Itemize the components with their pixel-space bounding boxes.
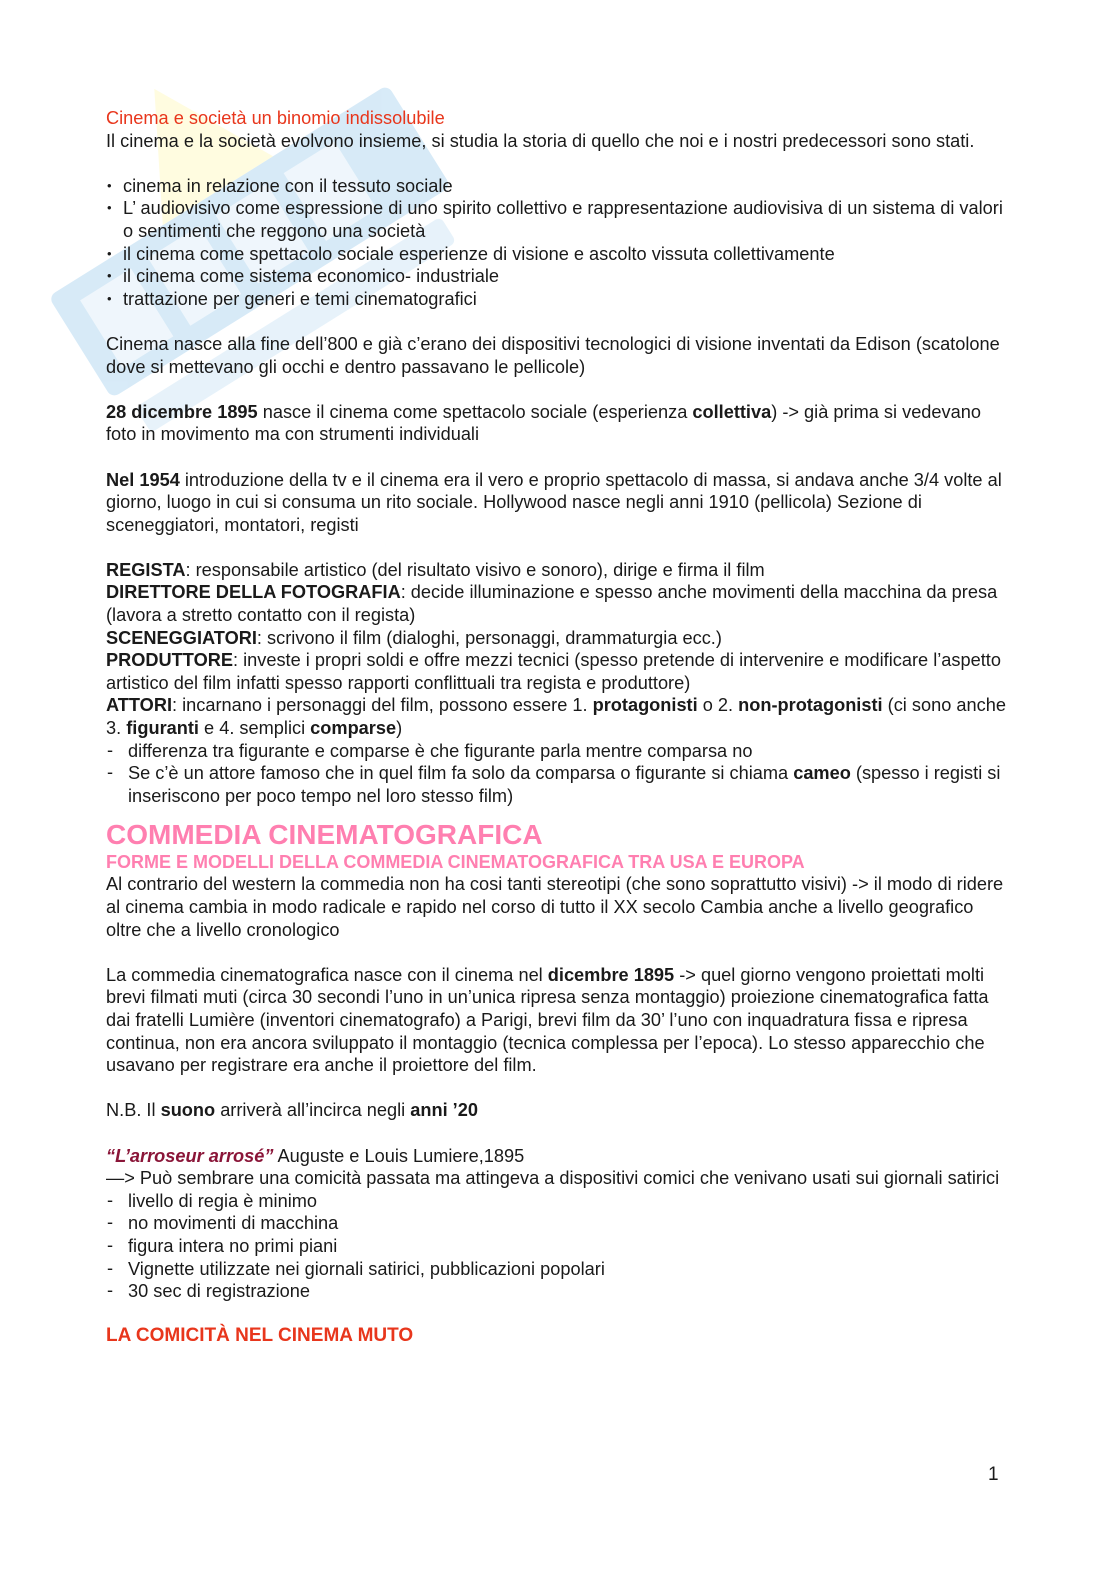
section-title: COMMEDIA CINEMATOGRAFICA [106,819,543,851]
text-run: N.B. Il [106,1100,161,1121]
keyword-bold: suono [160,1100,216,1121]
commedia-paragraph-2 [106,964,1006,1077]
list-item: • L’ audiovisivo come espressione di uno spirito collettivo e rappresentazione audiovisiva di un sistema di valori o sentimenti che reggono una società [106,197,1006,242]
list-item: • cinema in relazione con il tessuto sociale [106,175,1006,198]
role-sceneggiatori [106,627,1006,650]
role-name: SCENEGGIATORI [106,627,257,648]
date-bold: Nel 1954 [106,469,180,490]
section-heading-muto: LA COMICITÀ NEL CINEMA MUTO [106,1325,414,1347]
text-run: : incarnano i personaggi del film, possono essere 1. [172,695,593,716]
text-run: introduzione della tv e il cinema era il vero e proprio spettacolo di massa, si andava anche 3/4 volte al giorno, luogo in cui si consuma un rito sociale. Hollywood nasce negli anni 1910 (pellicola) Sezione di sceneggiatori, montatori, registi [106,469,1002,535]
text-run: Se c’è un attore famoso che in quel film fa solo da comparsa o figurante si chiama [128,763,794,784]
role-description: : responsabile artistico (del risultato visivo e sonoro), dirige e firma il film [185,559,765,580]
list-item [106,762,1006,807]
list-item: • il cinema come sistema economico- industriale [106,265,1006,288]
list-item: - livello di regia è minimo [106,1190,1006,1213]
list-item: - differenza tra figurante e comparse è che figurante parla mentre comparsa no [106,740,1006,763]
text-run: ) [396,718,403,739]
paragraph-1895 [106,401,1006,446]
section-subtitle: FORME E MODELLI DELLA COMMEDIA CINEMATOGRAFICA TRA USA E EUROPA [106,852,805,873]
text-run: e 4. semplici [198,718,311,739]
text-run: (spesso i registi si inseriscono per poco tempo nel loro stesso film) [128,763,1001,806]
text-run: -> quel giorno vengono proiettati molti brevi filmati muti (circa 30 secondi l’uno in un’unica ripresa senza montaggio) proiezione cinematografica fatta dai fratelli Lumière (inventori cinematografo) a Parigi, brevi film da 30’ l’uno con inquadratura fissa e ripresa continua, non era ancora sviluppato il montaggio (tecnica complessa per l’epoca). Lo stesso apparecchio che usavano per registrare era anche il proiettore del film. [106,964,989,1076]
keyword-bold: non-protagonisti [738,695,883,716]
list-item: - figura intera no primi piani [106,1235,1006,1258]
role-direttore [106,581,1006,626]
film-credit: Auguste e Louis Lumiere,1895 [273,1145,525,1166]
list-item: • trattazione per generi e temi cinematografici [106,288,1006,311]
intro-text: Il cinema e la società evolvono insieme, si studia la storia di quello che noi e i nostri predecessori sono stati. [106,130,975,151]
intro-title: Cinema e società un binomio indissolubile [106,108,445,128]
role-name: REGISTA [106,559,186,580]
role-description: : investe i propri soldi e offre mezzi tecnici (spesso pretende di intervenire e modificare l’aspetto artistico del film infatti spesso rapporti conflittuali tra regista e produttore) [106,650,1001,693]
topic-bullet-list [106,175,1006,311]
list-item: • il cinema come spettacolo sociale esperienze di visione e ascolto vissuta collettivamente [106,243,1006,266]
list-item: - Vignette utilizzate nei giornali satirici, pubblicazioni popolari [106,1258,1006,1281]
document-page [106,107,1006,1348]
arroseur-title-line [106,1145,1006,1168]
text-run: (ci sono anche 3. [106,695,1006,739]
role-regista [106,559,1006,582]
role-attori [106,694,1006,739]
keyword-bold: cameo [793,763,851,784]
role-produttore [106,649,1006,694]
keyword-bold: anni ’20 [410,1100,478,1121]
role-name: ATTORI [106,695,173,716]
text-run: La commedia cinematografica nasce con il cinema nel [106,964,548,985]
text-run: ) -> già prima si vedevano foto in movimento ma con strumenti individuali [106,401,981,445]
arroseur-text: —> Può sembrare una comicità passata ma attingeva a dispositivi comici che venivano usati sui giornali satirici [106,1168,1000,1189]
date-bold: 28 dicembre 1895 [106,401,258,422]
list-item: - no movimenti di macchina [106,1212,1006,1235]
role-name: DIRETTORE DELLA FOTOGRAFIA [106,582,401,603]
list-item: - 30 sec di registrazione [106,1280,1006,1303]
keyword-bold: figuranti [126,718,199,739]
film-title: “L’arroseur arrosé” [106,1145,274,1166]
keyword-bold: protagonisti [592,695,698,716]
nb-note [106,1099,1006,1122]
keyword-bold: collettiva [692,401,772,422]
role-description: : decide illuminazione e spesso anche movimenti della macchina da presa (lavora a stretto contatto con il regista) [106,582,998,626]
role-name: PRODUTTORE [106,650,233,671]
page-number: 1 [988,1464,999,1485]
text-run: nasce il cinema come spettacolo sociale (esperienza [257,401,693,422]
arroseur-dash-list [106,1190,1006,1303]
role-description: : scrivono il film (dialoghi, personaggi, drammaturgia ecc.) [256,627,722,648]
date-bold: dicembre 1895 [547,964,675,985]
keyword-bold: comparse [310,718,397,739]
text-run: o 2. [697,695,739,716]
paragraph-1954 [106,469,1006,537]
paragraph-800: Cinema nasce alla fine dell’800 e già c’erano dei dispositivi tecnologici di visione inventati da Edison (scatolone dove si mettevano gli occhi e dentro passavano le pellicole) [106,333,1000,377]
commedia-paragraph-1: Al contrario del western la commedia non ha cosi tanti stereotipi (che sono soprattutto visivi) -> il modo di ridere al cinema cambia in modo radicale e rapido nel corso di tutto il XX secolo Cambia anche a livello geografico oltre che a livello cronologico [106,874,1004,940]
text-run: arriverà all’incirca negli [215,1100,411,1121]
